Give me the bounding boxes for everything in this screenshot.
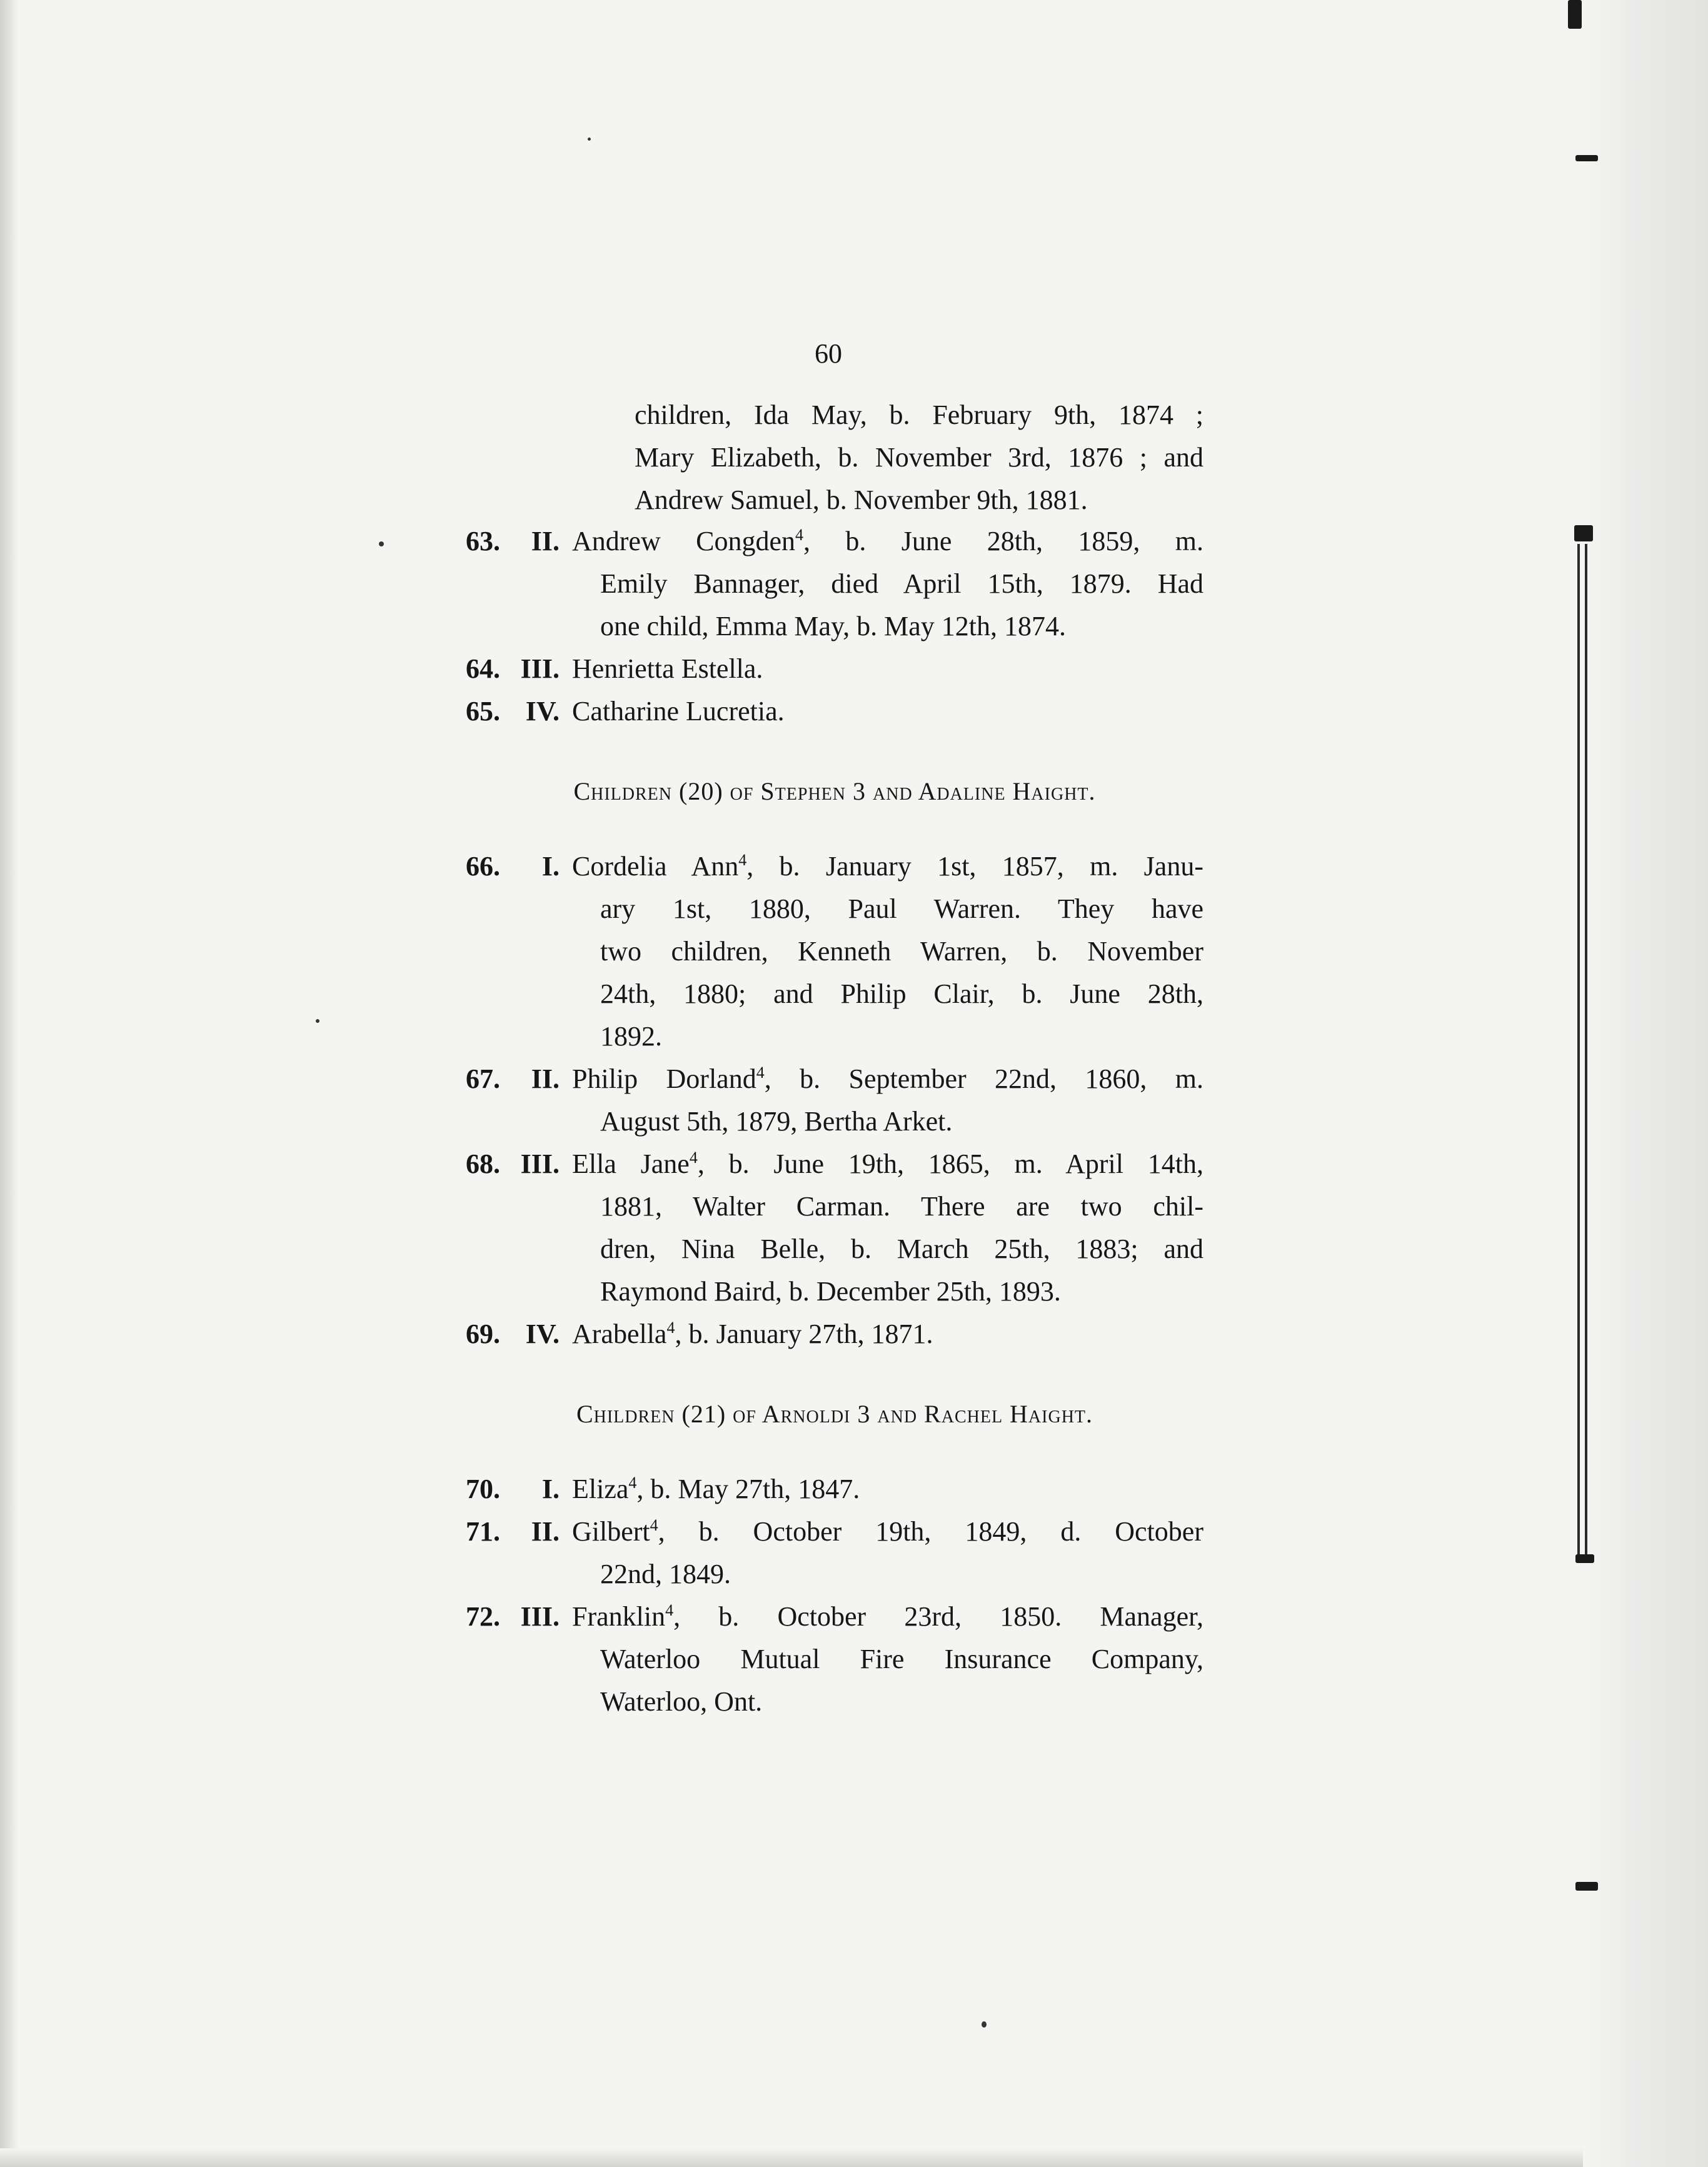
- entry-first-line: [572, 1058, 1203, 1100]
- person-name: Philip Dorland: [572, 1063, 756, 1094]
- entry-details: , b. October 19th, 1849, d. October: [658, 1516, 1203, 1547]
- person-name: Cordelia Ann: [572, 851, 739, 882]
- entry-text: [572, 1468, 1203, 1511]
- entry-text: [572, 1313, 1203, 1355]
- generation-number: 4: [795, 526, 803, 544]
- entry-number: 71.: [466, 1516, 500, 1547]
- text-line: 24th, 1880; and Philip Clair, b. June 28th,: [600, 978, 1203, 1009]
- page-bottom-shadow: [0, 2148, 1708, 2167]
- text-line: children, Ida May, b. February 9th, 1874 ;: [635, 400, 1203, 430]
- entry-first-line: [572, 845, 1203, 888]
- text-line: August 5th, 1879, Bertha Arket.: [600, 1106, 953, 1137]
- generation-number: 4: [666, 1319, 675, 1337]
- entry-first-line: [572, 1596, 1203, 1638]
- text-line: one child, Emma May, b. May 12th, 1874.: [600, 611, 1067, 641]
- entry-roman-numeral: IV.: [525, 696, 560, 727]
- generation-number: 4: [665, 1601, 674, 1619]
- entry-continuation: [600, 888, 1203, 1058]
- text-line: ary 1st, 1880, Paul Warren. They have: [600, 893, 1203, 924]
- entry-details: , b. June 19th, 1865, m. April 14th,: [697, 1149, 1203, 1179]
- binding-staple-2: [1574, 525, 1593, 541]
- ink-speck: [316, 1019, 319, 1023]
- generation-number: 4: [756, 1063, 765, 1082]
- text-line: Waterloo Mutual Fire Insurance Company,: [600, 1644, 1203, 1674]
- entry-roman-numeral: I.: [541, 851, 560, 882]
- entry-details: , b. May 27th, 1847.: [636, 1474, 860, 1504]
- entry-details: , b. January 1st, 1857, m. Janu-: [746, 851, 1203, 882]
- text-line: dren, Nina Belle, b. March 25th, 1883; and: [600, 1234, 1203, 1264]
- entry-details: , b. October 23rd, 1850. Manager,: [673, 1601, 1203, 1632]
- entry-roman-numeral: II.: [531, 1063, 560, 1094]
- entry-first-line: [572, 1313, 1203, 1355]
- entry-first-line: [572, 520, 1203, 563]
- entry-number: 66.: [466, 851, 500, 882]
- section-heading: Children (20) of Stephen 3 and Adaline Haight.: [573, 777, 1096, 805]
- entry-continuation: [600, 1185, 1203, 1313]
- generation-number: 4: [628, 1474, 637, 1492]
- entry-number: 72.: [466, 1601, 500, 1632]
- entry-text: [572, 520, 1203, 648]
- person-name: Henrietta Estella.: [572, 653, 763, 684]
- entry-number: 68.: [466, 1149, 500, 1179]
- entry-details: , b. June 28th, 1859, m.: [803, 526, 1204, 556]
- binding-rod: [1577, 544, 1587, 1557]
- generation-number: 4: [689, 1149, 698, 1167]
- entry-roman-numeral: III.: [520, 653, 560, 684]
- entry-text: [572, 690, 1203, 733]
- ink-speck: [379, 541, 384, 546]
- entry-details: , b. September 22nd, 1860, m.: [764, 1063, 1204, 1094]
- entry-first-line: [572, 690, 1203, 733]
- entry-text: [572, 1058, 1203, 1143]
- entry-first-line: [572, 1468, 1203, 1511]
- person-name: Catharine Lucretia.: [572, 696, 785, 727]
- person-name: Arabella: [572, 1319, 667, 1349]
- entry-continuation: [600, 1638, 1203, 1723]
- binding-spine: [1583, 0, 1708, 2167]
- generation-number: 4: [650, 1516, 658, 1534]
- text-line: Emily Bannager, died April 15th, 1879. Had: [600, 568, 1203, 599]
- entry-text: [572, 648, 1203, 690]
- ink-speck: [982, 2021, 987, 2028]
- entry-number: 65.: [466, 696, 500, 727]
- entry-continuation: [600, 563, 1203, 648]
- person-name: Franklin: [572, 1601, 666, 1632]
- entry-text: [572, 1143, 1203, 1313]
- entry-first-line: [572, 648, 1203, 690]
- entry-text: [572, 1596, 1203, 1723]
- page-number: 60: [815, 338, 842, 369]
- text-line: two children, Kenneth Warren, b. November: [600, 936, 1203, 967]
- text-line: Mary Elizabeth, b. November 3rd, 1876 ; and: [635, 442, 1203, 473]
- entry-continuation: [600, 1553, 1203, 1596]
- section-heading: Children (21) of Arnoldi 3 and Rachel Haight.: [576, 1400, 1093, 1428]
- entry-roman-numeral: I.: [541, 1474, 560, 1504]
- entry-text: [572, 1511, 1203, 1596]
- person-name: Gilbert: [572, 1516, 650, 1547]
- text-line: 22nd, 1849.: [600, 1559, 731, 1589]
- entry-number: 69.: [466, 1319, 500, 1349]
- generation-number: 4: [738, 851, 747, 869]
- binding-clip-top: [1568, 0, 1582, 29]
- entry-number: 67.: [466, 1063, 500, 1094]
- entry-roman-numeral: IV.: [525, 1319, 560, 1349]
- text-line: Andrew Samuel, b. November 9th, 1881.: [635, 485, 1088, 515]
- continuation-text: [635, 394, 1203, 521]
- entry-number: 70.: [466, 1474, 500, 1504]
- person-name: Ella Jane: [572, 1149, 690, 1179]
- entry-number: 64.: [466, 653, 500, 684]
- page-edge-shadow: [0, 0, 19, 2167]
- text-line: 1881, Walter Carman. There are two chil-: [600, 1191, 1203, 1222]
- entry-roman-numeral: II.: [531, 1516, 560, 1547]
- person-name: Eliza: [572, 1474, 629, 1504]
- entry-roman-numeral: III.: [520, 1149, 560, 1179]
- entry-first-line: [572, 1143, 1203, 1185]
- entry-first-line: [572, 1511, 1203, 1553]
- ink-speck: [588, 138, 591, 141]
- binding-staple-3: [1575, 1554, 1594, 1563]
- entry-roman-numeral: III.: [520, 1601, 560, 1632]
- person-name: Andrew Congden: [572, 526, 795, 556]
- entry-roman-numeral: II.: [531, 526, 560, 556]
- entry-text: [572, 845, 1203, 1058]
- entry-details: , b. January 27th, 1871.: [675, 1319, 933, 1349]
- binding-staple-1: [1575, 155, 1598, 161]
- text-line: Raymond Baird, b. December 25th, 1893.: [600, 1276, 1061, 1307]
- text-line: Waterloo, Ont.: [600, 1686, 763, 1717]
- text-line: 1892.: [600, 1021, 662, 1052]
- entry-continuation: [600, 1100, 1203, 1143]
- entry-number: 63.: [466, 526, 500, 556]
- binding-staple-4: [1575, 1882, 1598, 1891]
